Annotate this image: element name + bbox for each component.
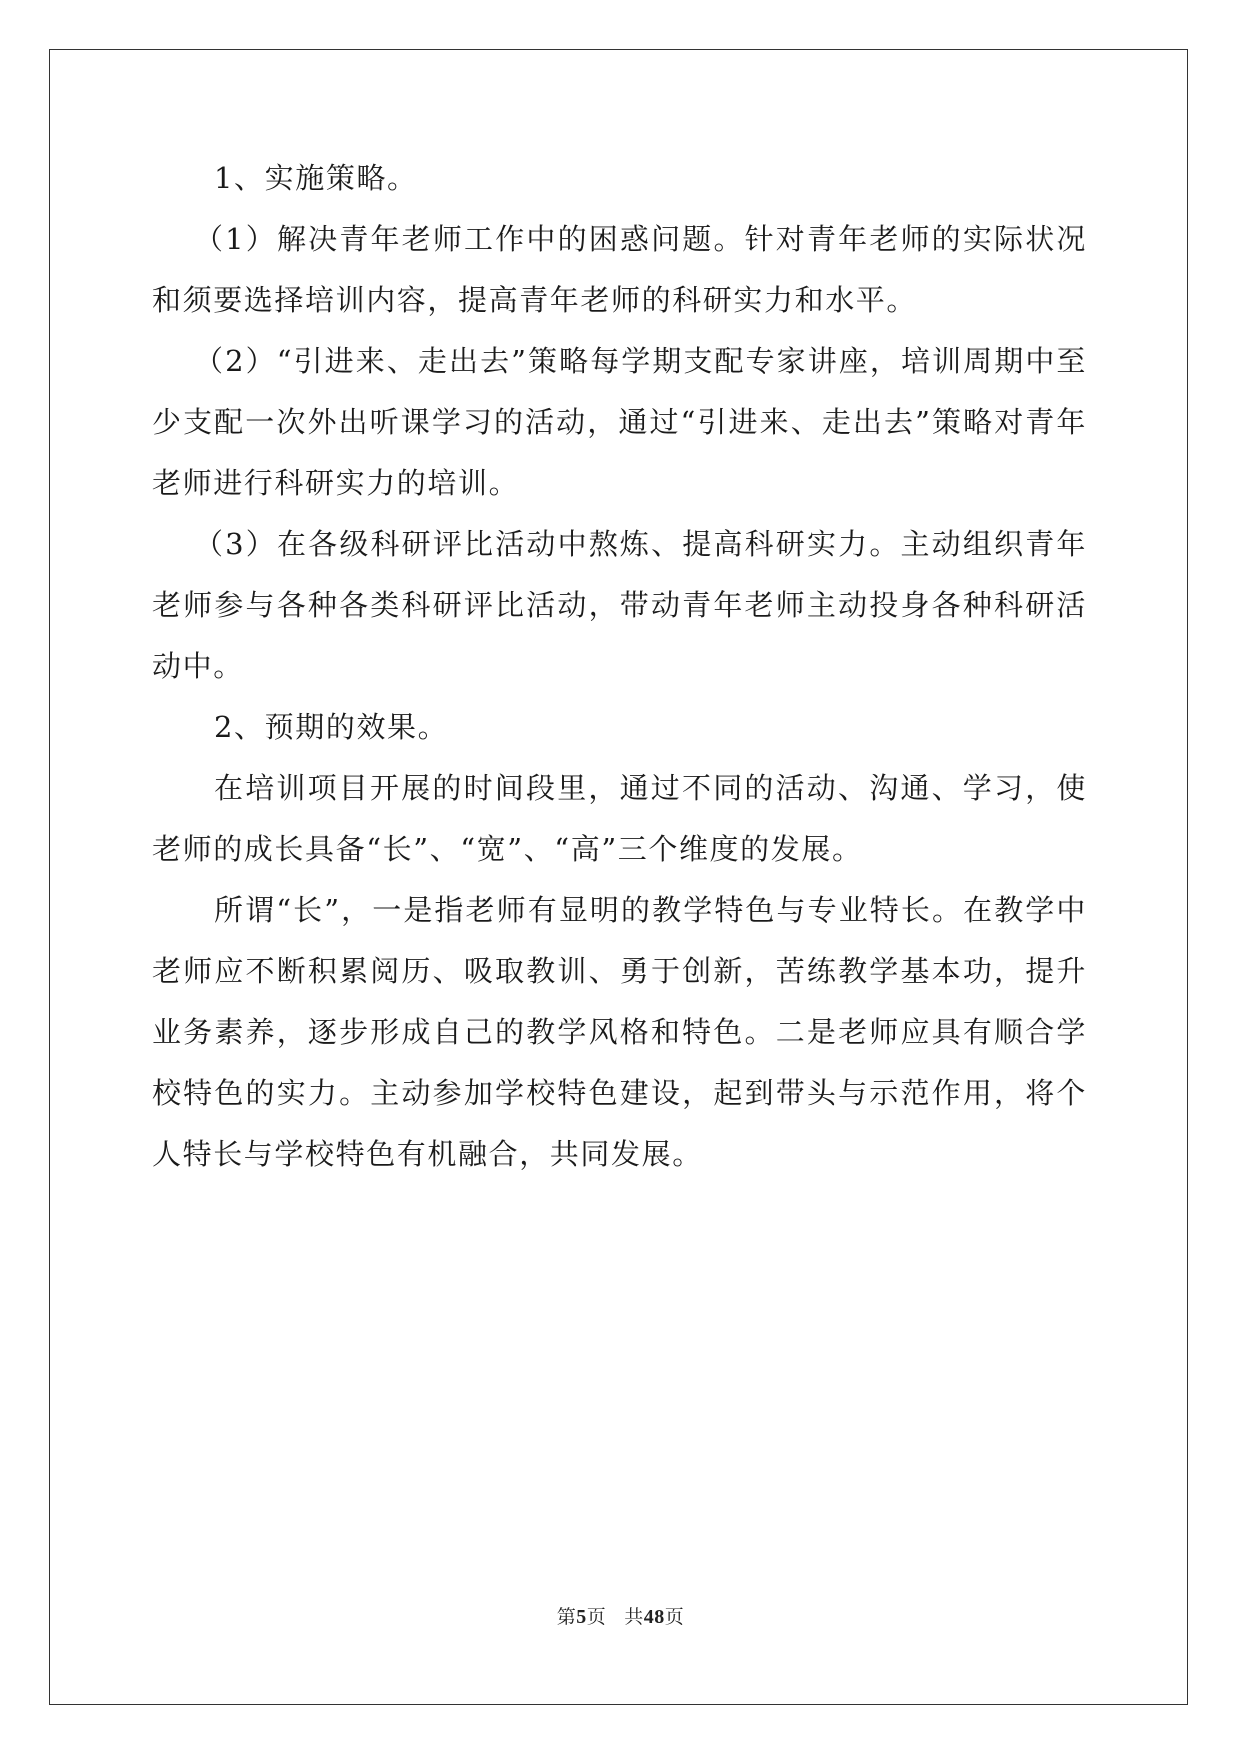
paragraph-item-3: （3）在各级科研评比活动中熬炼、提高科研实力。主动组织青年老师参与各种各类科研评比活动，带动青年老师主动投身各种科研活动中。	[152, 527, 1087, 683]
total-prefix: 共	[624, 1606, 644, 1628]
document-body	[152, 148, 1087, 1185]
page-suffix: 页	[586, 1606, 607, 1628]
paragraph-item-2: （2）“引进来、走出去”策略每学期支配专家讲座，培训周期中至少支配一次外出听课学习的活动，通过“引进来、走出去”策略对青年老师进行科研实力的培训。	[152, 344, 1087, 500]
paragraph-training-overview: 在培训项目开展的时间段里，通过不同的活动、沟通、学习，使老师的成长具备“长”、“宽”、“高”三个维度的发展。	[152, 771, 1087, 866]
paragraph-long-dimension: 所谓“长”，一是指老师有显明的教学特色与专业特长。在教学中老师应不断积累阅历、吸取教训、勇于创新，苦练教学基本功，提升业务素养，逐步形成自己的教学风格和特色。二是老师应具有顺合学校特色的实力。主动参加学校特色建设，起到带头与示范作用，将个人特长与学校特色有机融合，共同发展。	[152, 893, 1087, 1171]
page-number: 5	[576, 1606, 587, 1628]
page-footer	[0, 1602, 1241, 1629]
total-pages: 48	[643, 1606, 665, 1628]
section-heading-expected-results: 2、预期的效果。	[214, 710, 449, 744]
section-heading-strategy: 1、实施策略。	[214, 161, 418, 195]
paragraph-item-1: （1）解决青年老师工作中的困惑问题。针对青年老师的实际状况和须要选择培训内容，提高青年老师的科研实力和水平。	[152, 222, 1087, 317]
page-prefix: 第	[556, 1606, 577, 1628]
total-suffix: 页	[664, 1606, 685, 1628]
